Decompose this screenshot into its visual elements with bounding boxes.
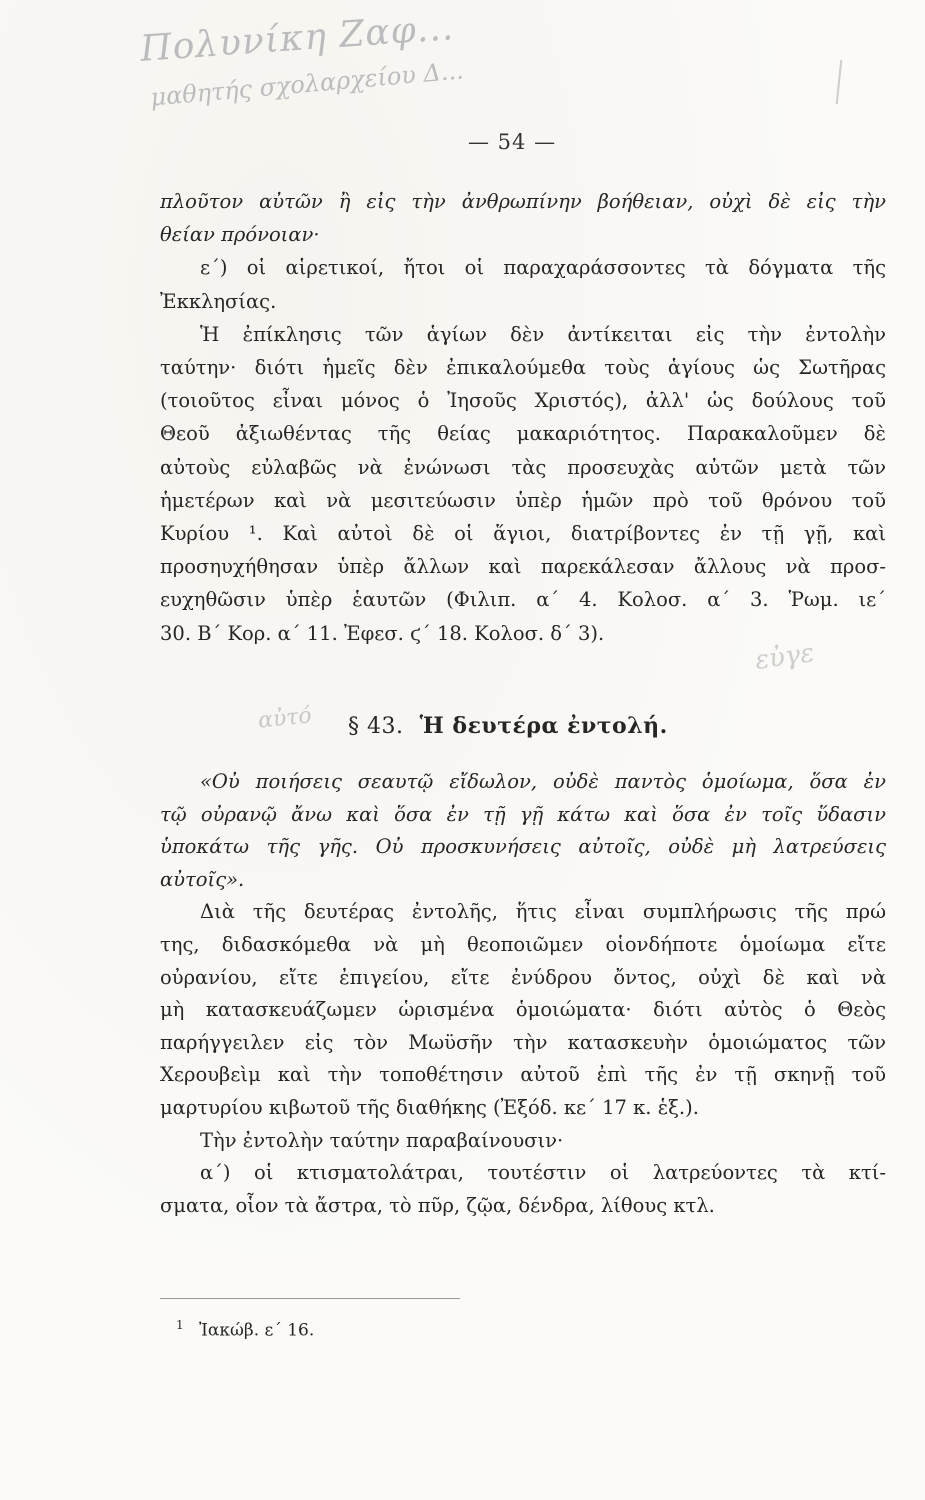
text-line: της, διδασκόμεθα νὰ μὴ θεοποιῶμεν οἱονδήποτε ὁμοίωμα εἴτε (160, 933, 886, 956)
text-line: θείαν πρόνοιαν· (160, 223, 320, 247)
text-line: Ἐκκλησίας. (160, 289, 277, 313)
text-line: α΄) οἱ κτισματολάτραι, τουτέστιν οἱ λατρεύοντες τὰ κτί- (200, 1161, 886, 1185)
text-line: Χερουβεὶμ καὶ τὴν τοποθέτησιν αὐτοῦ ἐπὶ τῆς ἐν τῇ σκηνῇ τοῦ (160, 1063, 886, 1087)
handwritten-owner-name: Πολυνίκη Ζαφ... (138, 7, 456, 70)
text-line: ὑποκάτω τῆς γῆς. Οὐ προσκυνήσεις αὐτοῖς, οὐδὲ μὴ λατρεύσεις (160, 835, 886, 859)
text-line: αὐτοὺς εὐλαβῶς νὰ ἑνώνωσι τὰς προσευχὰς αὐτῶν μετὰ τῶν (160, 455, 886, 479)
text-line: Τὴν ἐντολὴν ταύτην παραβαίνουσιν· (200, 1128, 564, 1152)
text-line: παρήγγειλεν εἰς τὸν Μωϋσῆν τὴν κατασκευὴν ὁμοιώματος τῶν (160, 1030, 886, 1054)
handwritten-heading-note: αὐτό (256, 703, 313, 734)
text-line: μαρτυρίου κιβωτοῦ τῆς διαθήκης (Ἐξόδ. κε΄ 17 κ. ἑξ.). (160, 1096, 699, 1119)
text-line: 30. Β΄ Κορ. α΄ 11. Ἐφεσ. ϛ΄ 18. Κολοσ. δ΄ 3). (160, 621, 605, 645)
section-number: § 43. (348, 714, 404, 739)
text-line: οὐρανίου, εἴτε ἐπιγείου, εἴτε ἐνύδρου ὄντος, οὐχὶ δὲ καὶ νὰ (160, 965, 886, 989)
text-line: (τοιοῦτος εἶναι μόνος ὁ Ἰησοῦς Χριστός), ἀλλ' ὡς δούλους τοῦ (160, 389, 886, 413)
text-line: ταύτην· διότι ἡμεῖς δὲν ἐπικαλούμεθα τοὺς ἁγίους ὡς Σωτῆρας (160, 356, 886, 379)
text-line: σματα, οἷον τὰ ἄστρα, τὸ πῦρ, ζῷα, δένδρα, λίθους κτλ. (160, 1193, 715, 1217)
page-number: — 54 — (468, 130, 557, 154)
footnote-rule (160, 1298, 460, 1299)
text-line: Διὰ τῆς δευτέρας ἐντολῆς, ἥτις εἶναι συμπλήρωσις τῆς πρώ (200, 900, 886, 924)
text-line: Κυρίου ¹. Καὶ αὐτοὶ δὲ οἱ ἅγιοι, διατρίβοντες ἐν τῇ γῇ, καὶ (160, 522, 886, 545)
footnote-mark: 1 (176, 1318, 184, 1332)
text-line: ἡμετέρων καὶ νὰ μεσιτεύωσιν ὑπὲρ ἡμῶν πρὸ τοῦ θρόνου τοῦ (160, 488, 886, 512)
pencil-mark (836, 60, 843, 104)
text-line: ευχηθῶσιν ὑπὲρ ἑαυτῶν (Φιλιπ. α΄ 4. Κολοσ. α΄ 3. Ῥωμ. ιε΄ (160, 588, 886, 612)
handwritten-owner-subtitle: μαθητής σχολαρχείου Δ... (149, 56, 465, 112)
footnote (176, 1318, 314, 1341)
text-line: Θεοῦ ἀξιωθέντας τῆς θείας μακαριότητος. Παρακαλοῦμεν δὲ (160, 422, 886, 446)
text-line: ε΄) οἱ αἱρετικοί, ἤτοι οἱ παραχαράσσοντες τὰ δόγματα τῆς (200, 256, 886, 280)
section-title: Ἡ δευτέρα ἐντολή. (419, 713, 668, 739)
text-line: τῷ οὐρανῷ ἄνω καὶ ὅσα ἐν τῇ γῇ κάτω καὶ ὅσα ἐν τοῖς ὕδασιν (160, 802, 886, 826)
text-line: αὐτοῖς». (160, 867, 245, 891)
text-line: μὴ κατασκευάζωμεν ὡρισμένα ὁμοιώματα· διότι αὐτὸς ὁ Θεὸς (160, 998, 886, 1022)
text-line: προσηυχήθησαν ὑπὲρ ἄλλων καὶ παρεκάλεσαν ἄλλους νὰ προσ- (160, 555, 886, 579)
text-line: πλοῦτον αὐτῶν ἢ εἰς τὴν ἀνθρωπίνην βοήθειαν, οὐχὶ δὲ εἰς τὴν (160, 190, 886, 213)
text-line: Ἡ ἐπίκλησις τῶν ἁγίων δὲν ἀντίκειται εἰς τὴν ἐντολὴν (200, 322, 886, 346)
section-heading (348, 713, 668, 739)
handwritten-margin-note: εὐγε (753, 638, 817, 676)
text-line: «Οὐ ποιήσεις σεαυτῷ εἴδωλον, οὐδὲ παντὸς ὁμοίωμα, ὅσα ἐν (200, 770, 886, 793)
footnote-text: Ἰακώβ. ε΄ 16. (199, 1320, 315, 1341)
